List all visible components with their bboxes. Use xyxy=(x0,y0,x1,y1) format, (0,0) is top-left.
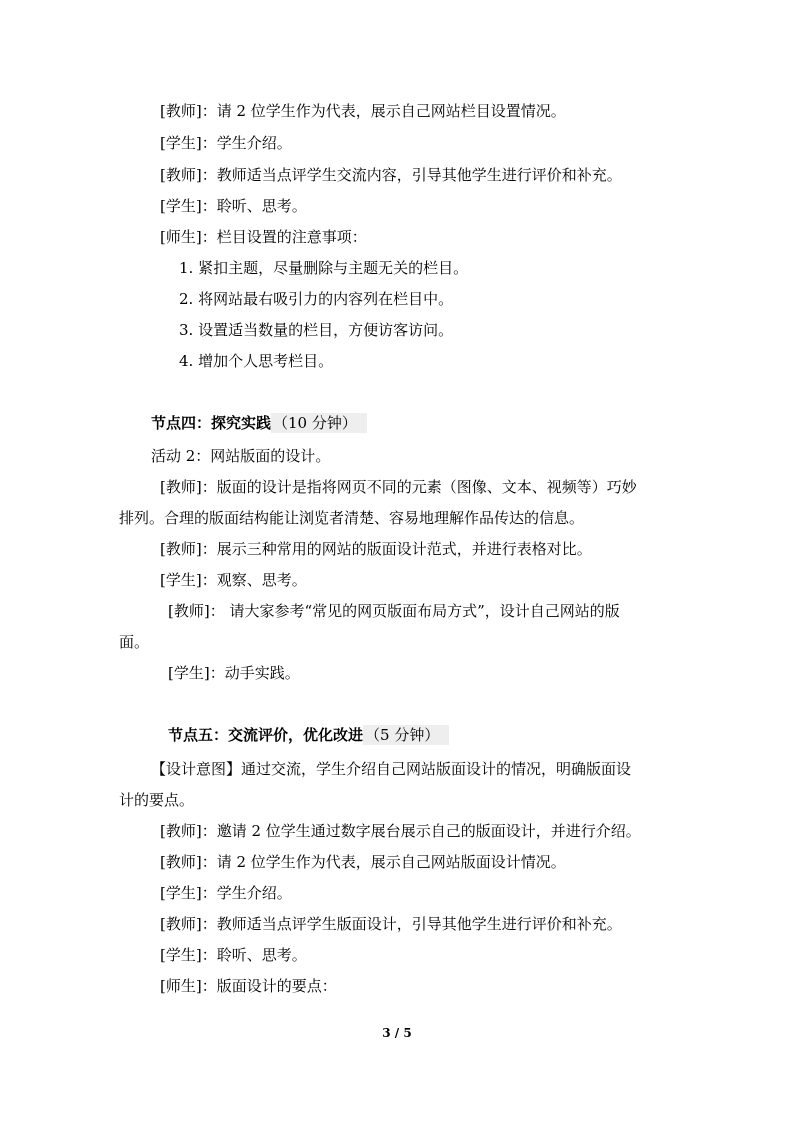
dialogue-line: [学生]：动手实践。 xyxy=(168,664,300,682)
design-intent-line-continued: 计的要点。 xyxy=(119,791,195,809)
section-heading xyxy=(168,725,449,745)
dialogue-line: [教师]：请 2 位学生作为代表，展示自己网站栏目设置情况。 xyxy=(160,102,566,120)
activity-line: 活动 2：网站版面的设计。 xyxy=(151,447,331,465)
dialogue-line: [学生]：学生介绍。 xyxy=(160,884,292,902)
dialogue-line: [教师]：展示三种常用的网站的版面设计范式，并进行表格对比。 xyxy=(160,540,592,558)
dialogue-line: [师生]：栏目设置的注意事项： xyxy=(160,228,367,246)
list-item: 3. 设置适当数量的栏目，方便访客访问。 xyxy=(179,321,454,339)
list-item: 2. 将网站最右吸引力的内容列在栏目中。 xyxy=(179,290,454,308)
dialogue-line: [教师]：教师适当点评学生版面设计，引导其他学生进行评价和补充。 xyxy=(160,915,622,933)
dialogue-line: [教师]：请 2 位学生作为代表，展示自己网站版面设计情况。 xyxy=(160,853,566,871)
dialogue-line: [教师]： 请大家参考“常见的网页版面布局方式”，设计自己网站的版 xyxy=(168,602,620,620)
section-duration: （5 分钟） xyxy=(363,725,449,745)
design-intent-line: 【设计意图】通过交流，学生介绍自己网站版面设计的情况，明确版面设 xyxy=(151,760,632,778)
page-number: 3 / 5 xyxy=(382,1026,412,1040)
section-title: 节点五：交流评价，优化改进 xyxy=(168,726,364,744)
section-duration: （10 分钟） xyxy=(271,413,367,433)
section-title: 节点四：探究实践 xyxy=(151,414,272,432)
dialogue-line: [师生]：版面设计的要点： xyxy=(160,977,337,995)
dialogue-line: [学生]：观察、思考。 xyxy=(160,571,307,589)
dialogue-line-continued: 排列。合理的版面结构能让浏览者清楚、容易地理解作品传达的信息。 xyxy=(119,509,585,527)
dialogue-line: [学生]：学生介绍。 xyxy=(160,134,292,152)
section-heading xyxy=(151,413,367,433)
dialogue-line: [教师]：邀请 2 位学生通过数字展台展示自己的版面设计，并进行介绍。 xyxy=(160,822,641,840)
list-item: 1. 紧扣主题，尽量删除与主题无关的栏目。 xyxy=(179,259,469,277)
dialogue-line: [教师]：教师适当点评学生交流内容，引导其他学生进行评价和补充。 xyxy=(160,166,622,184)
dialogue-line: [学生]：聆听、思考。 xyxy=(160,197,307,215)
dialogue-line-continued: 面。 xyxy=(119,633,150,651)
dialogue-line: [教师]：版面的设计是指将网页不同的元素（图像、文本、视频等）巧妙 xyxy=(160,478,637,496)
list-item: 4. 增加个人思考栏目。 xyxy=(179,352,334,370)
dialogue-line: [学生]：聆听、思考。 xyxy=(160,946,307,964)
